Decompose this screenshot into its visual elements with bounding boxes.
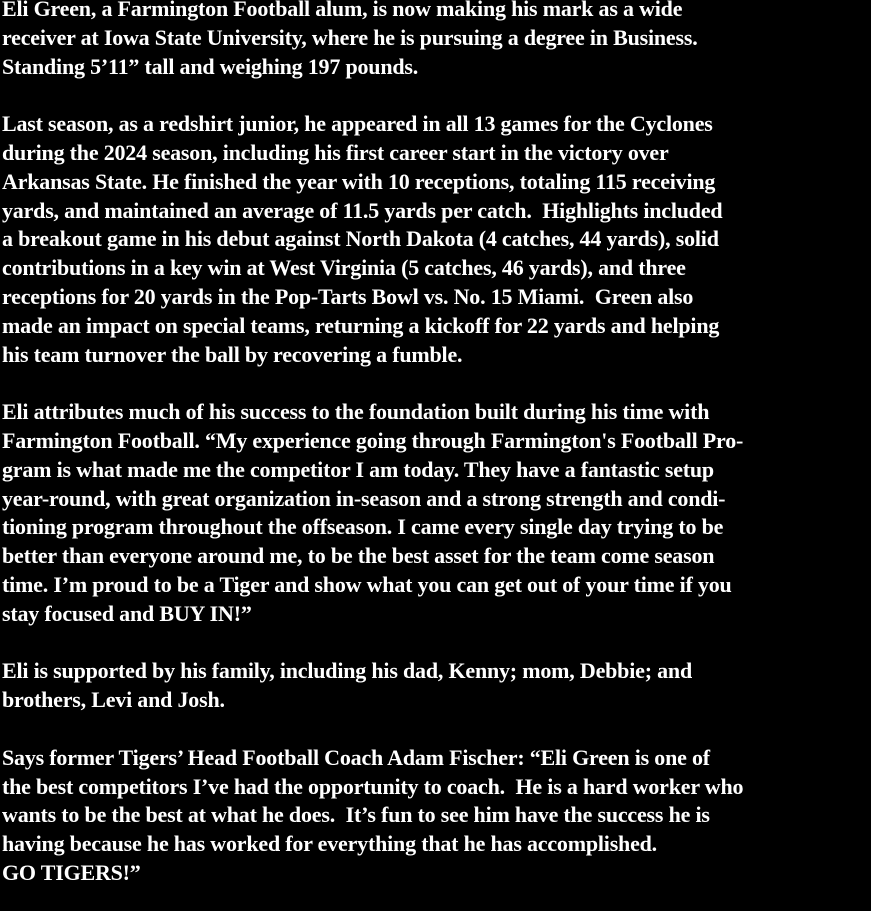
text-line: a breakout game in his debut against North Dakota (4 catches, 44 yards), solid xyxy=(2,226,719,252)
text-line: year-round, with great organization in-season and a strong strength and condi- xyxy=(2,485,726,511)
text-line: Eli is supported by his family, including his dad, Kenny; mom, Debbie; and xyxy=(2,658,692,684)
text-line: receiver at Iowa State University, where he is pursuing a degree in Business. xyxy=(2,24,698,50)
text-line: Last season, as a redshirt junior, he appeared in all 13 games for the Cyclones xyxy=(2,111,713,137)
paragraph-intro xyxy=(2,0,871,81)
text-line: contributions in a key win at West Virginia (5 catches, 46 yards), and three xyxy=(2,255,686,281)
paragraph-season-recap xyxy=(2,110,871,369)
text-line: better than everyone around me, to be the best asset for the team come season xyxy=(2,543,715,569)
text-line: yards, and maintained an average of 11.5 yards per catch. Highlights included xyxy=(2,197,723,223)
text-line: the best competitors I’ve had the opportunity to coach. He is a hard worker who xyxy=(2,773,744,799)
text-line: wants to be the best at what he does. It’s fun to see him have the success he is xyxy=(2,802,710,828)
text-line: having because he has worked for everything that he has accomplished. xyxy=(2,831,657,857)
text-line: made an impact on special teams, returning a kickoff for 22 yards and helping xyxy=(2,312,720,338)
text-line: tioning program throughout the offseason. I came every single day trying to be xyxy=(2,514,724,540)
text-line: Arkansas State. He finished the year with 10 receptions, totaling 115 receiving xyxy=(2,168,716,194)
text-line: stay focused and BUY IN!” xyxy=(2,600,252,626)
text-line: Eli Green, a Farmington Football alum, is now making his mark as a wide xyxy=(2,0,683,21)
text-line: brothers, Levi and Josh. xyxy=(2,687,225,713)
text-line: GO TIGERS!” xyxy=(2,859,141,885)
text-line: during the 2024 season, including his first career start in the victory over xyxy=(2,139,669,165)
text-line: Standing 5’11” tall and weighing 197 pounds. xyxy=(2,53,419,79)
text-line: time. I’m proud to be a Tiger and show what you can get out of your time if you xyxy=(2,571,732,597)
paragraph-family xyxy=(2,657,871,715)
text-line: his team turnover the ball by recovering a fumble. xyxy=(2,341,463,367)
paragraph-quote-eli xyxy=(2,398,871,628)
text-line: Eli attributes much of his success to the foundation built during his time with xyxy=(2,399,710,425)
text-line: Says former Tigers’ Head Football Coach Adam Fischer: “Eli Green is one of xyxy=(2,744,710,770)
paragraph-quote-coach xyxy=(2,744,871,888)
text-line: receptions for 20 yards in the Pop-Tarts Bowl vs. No. 15 Miami. Green also xyxy=(2,283,694,309)
text-line: Farmington Football. “My experience going through Farmington's Football Pro- xyxy=(2,427,744,453)
text-line: gram is what made me the competitor I am today. They have a fantastic setup xyxy=(2,456,714,482)
